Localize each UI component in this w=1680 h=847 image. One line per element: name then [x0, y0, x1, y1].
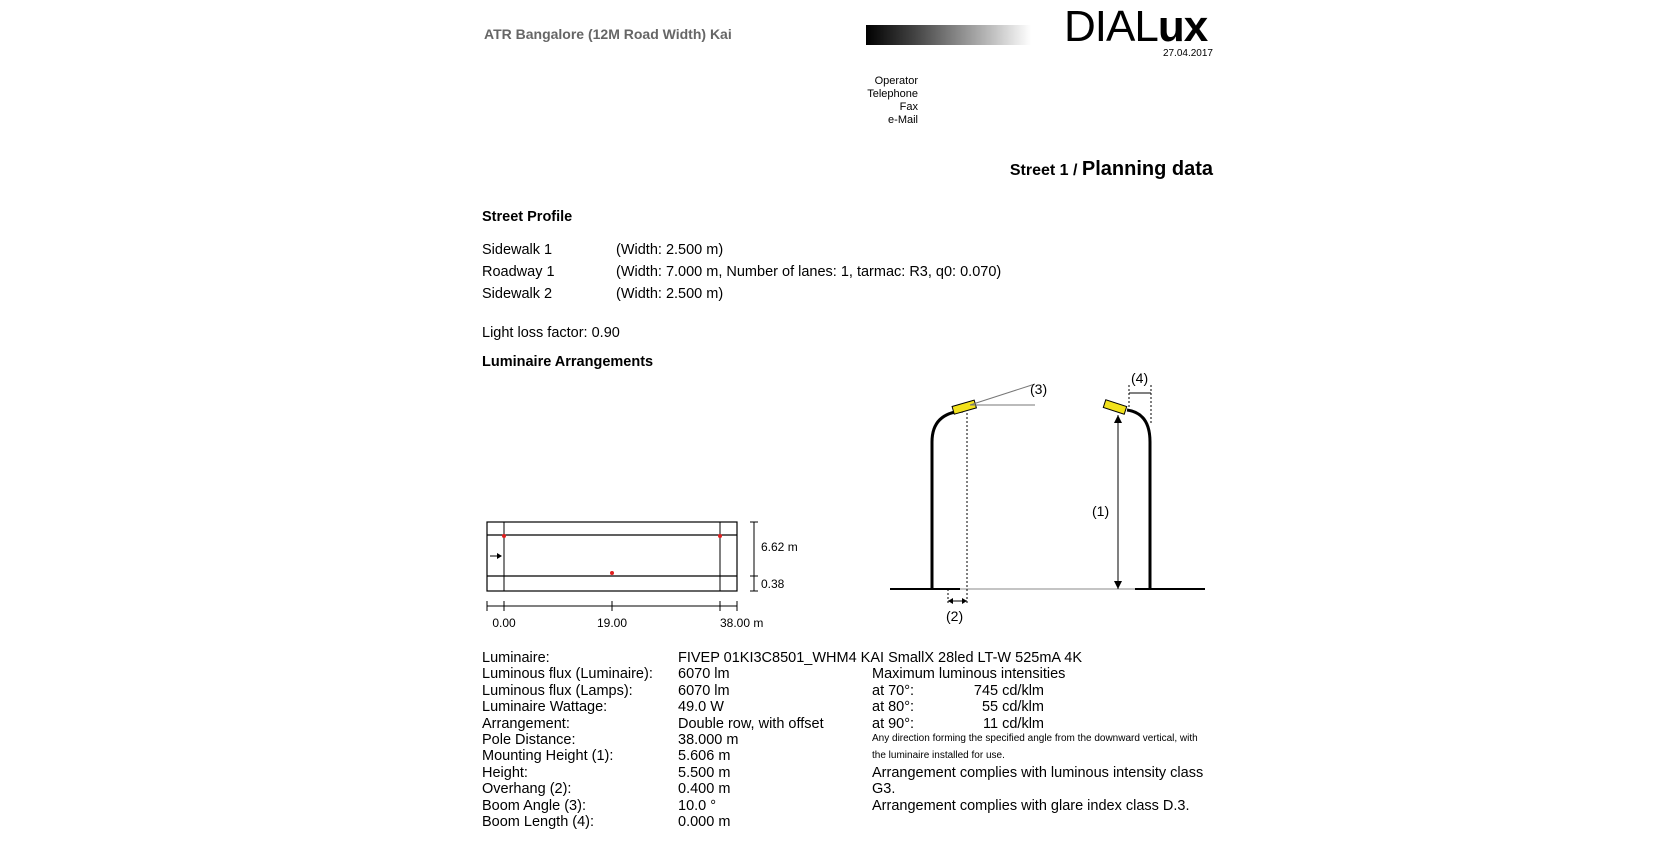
intensity-note-line2: the luminaire installed for use. — [872, 750, 1005, 761]
label-boom-length: (4) — [1131, 370, 1149, 386]
dimension-label-upper: 6.62 m — [761, 540, 798, 554]
spec-label: Luminaire: — [482, 650, 550, 666]
spec-label: Pole Distance: — [482, 732, 576, 749]
document-date: 27.04.2017 — [1162, 48, 1213, 59]
contact-email: e-Mail — [888, 114, 918, 126]
header-gradient-bar — [866, 25, 1031, 45]
profile-row-value: (Width: 7.000 m, Number of lanes: 1, tarmac: R3, q0: 0.070) — [616, 264, 1002, 280]
spec-label: Height: — [482, 764, 528, 781]
spec-value: 49.0 W — [678, 699, 724, 716]
label-boom-angle: (3) — [1030, 381, 1048, 397]
x-tick-label: 19.00 — [596, 616, 628, 630]
spec-label: Boom Angle (3): — [482, 797, 586, 814]
spec-value: 38.000 m — [678, 732, 739, 749]
spec-label: Arrangement: — [482, 715, 570, 732]
profile-row-value: (Width: 2.500 m) — [616, 242, 724, 258]
pole-right — [1127, 410, 1150, 589]
label-mounting-height: (1) — [1092, 503, 1110, 519]
contact-fax: Fax — [899, 101, 918, 113]
page-title-main: Planning data — [1081, 158, 1213, 180]
plan-view-diagram — [480, 510, 820, 630]
spec-label: Luminaire Wattage: — [482, 699, 608, 716]
spec-value: 5.500 m — [678, 764, 731, 781]
luminaire-arrangements-heading: Luminaire Arrangements — [482, 354, 654, 370]
spec-value: 0.000 m — [678, 814, 731, 831]
compliance-intensity-class: Arrangement complies with luminous intensity class — [872, 765, 1204, 781]
spec-label: Overhang (2): — [482, 781, 572, 798]
spec-label: Luminous flux (Lamps): — [482, 682, 633, 699]
intensity-value: 55 cd/klm — [981, 699, 1044, 715]
luminaire-right — [1103, 400, 1126, 414]
spec-value: 0.400 m — [678, 781, 731, 798]
project-title: ATR Bangalore (12M Road Width) Kai — [484, 26, 732, 42]
luminaire-position-marker — [718, 534, 722, 538]
intensity-angle: at 90°: — [872, 716, 915, 732]
x-tick-label: 0.00 — [492, 616, 516, 630]
street-outline — [487, 522, 737, 591]
intensity-angle: at 80°: — [872, 699, 915, 715]
intensity-note-line1: Any direction forming the specified angle from the downward vertical, with — [872, 733, 1198, 744]
luminaire-spec-labels — [482, 650, 653, 830]
intensity-value: 11 cd/klm — [983, 716, 1044, 732]
logo-light-text: DIAL — [1064, 2, 1158, 51]
spec-value-luminaire: FIVEP 01KI3C8501_WHM4 KAI SmallX 28led LT-W 525mA 4K — [678, 650, 1083, 666]
pole-side-view-diagram — [880, 370, 1220, 635]
profile-row-label: Sidewalk 1 — [482, 242, 553, 258]
contact-operator: Operator — [874, 75, 918, 87]
spec-value: 10.0 ° — [678, 797, 717, 814]
observer-arrow-head — [497, 553, 502, 559]
logo-bold-text: ux — [1157, 2, 1208, 51]
luminaire-left — [952, 400, 976, 414]
page-title — [1010, 158, 1213, 181]
light-loss-factor: Light loss factor: 0.90 — [482, 325, 620, 341]
dimension-label-lower: 0.38 — [761, 577, 785, 591]
intensity-value: 745 cd/klm — [973, 683, 1044, 699]
contact-block — [830, 75, 918, 127]
spec-label: Mounting Height (1): — [482, 748, 614, 765]
pole-left — [932, 411, 963, 589]
intensity-heading: Maximum luminous intensities — [872, 666, 1066, 682]
profile-row-label: Sidewalk 2 — [482, 286, 553, 302]
spec-value: Double row, with offset — [678, 715, 824, 732]
spec-value: 6070 lm — [678, 682, 730, 699]
contact-telephone: Telephone — [867, 88, 918, 100]
luminaire-position-marker — [502, 534, 506, 538]
spec-label: Boom Length (4): — [482, 814, 595, 831]
boom-angle-line — [970, 384, 1035, 405]
label-overhang: (2) — [946, 608, 964, 624]
spec-value: 6070 lm — [678, 666, 730, 683]
compliance-glare-class: Arrangement complies with glare index class D.3. — [872, 798, 1190, 814]
spec-value: 5.606 m — [678, 748, 731, 765]
dialux-logo — [1064, 2, 1207, 52]
compliance-intensity-class-value: G3. — [872, 781, 896, 797]
profile-row-value: (Width: 2.500 m) — [616, 286, 724, 302]
page-title-prefix: Street 1 / — [1009, 162, 1082, 179]
x-tick-label: 38.00 m — [720, 616, 764, 630]
street-profile-heading: Street Profile — [482, 209, 573, 225]
intensity-angle: at 70°: — [872, 683, 915, 699]
spec-label: Luminous flux (Luminaire): — [482, 666, 653, 683]
profile-row-label: Roadway 1 — [482, 264, 555, 280]
luminaire-position-marker — [610, 571, 614, 575]
